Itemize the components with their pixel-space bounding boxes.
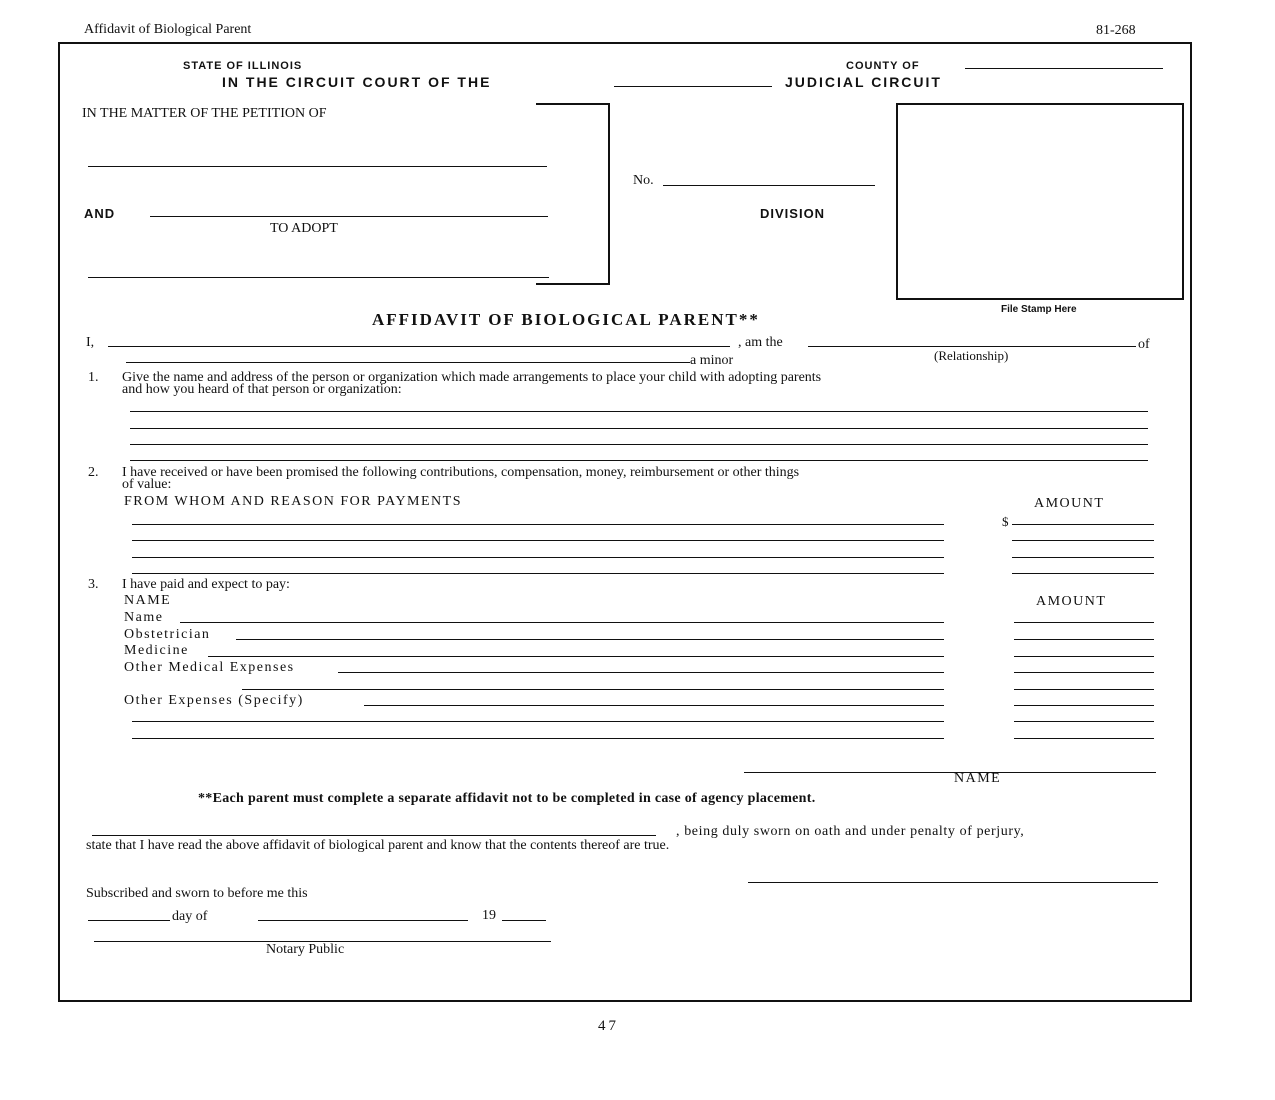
minor-name-line[interactable] — [126, 362, 690, 363]
subscribed-label: Subscribed and sworn to before me this — [86, 886, 308, 901]
other-medical-line-2[interactable] — [242, 689, 944, 690]
other-expenses-line[interactable] — [364, 705, 944, 706]
other-expenses-line-2[interactable] — [132, 721, 944, 722]
item2-from-whom-header: FROM WHOM AND REASON FOR PAYMENTS — [124, 494, 462, 509]
item2-amount-header: AMOUNT — [1034, 496, 1105, 511]
year-line[interactable] — [502, 920, 546, 921]
item3-text: I have paid and expect to pay: — [122, 577, 290, 592]
other-expenses-amount-line-2[interactable] — [1014, 721, 1154, 722]
item1-text-line1: Give the name and address of the person or organization which made arrangements to place your child with adopting parents — [122, 370, 822, 385]
expense-label-other-medical: Other Medical Expenses — [124, 660, 295, 675]
affidavit-title: AFFIDAVIT OF BIOLOGICAL PARENT** — [372, 310, 760, 329]
petitioner-line[interactable] — [88, 166, 547, 167]
intro-i-label: I, — [86, 335, 95, 350]
oath-text-line2: state that I have read the above affidavit of biological parent and know that the contents thereof are true. — [86, 838, 670, 853]
separate-affidavit-note: **Each parent must complete a separate affidavit not to be completed in case of agency placement. — [198, 791, 816, 806]
of-label: of — [1138, 337, 1150, 352]
signature-line[interactable] — [744, 772, 1156, 773]
expense-label-medicine: Medicine — [124, 643, 189, 658]
medicine-line[interactable] — [208, 656, 944, 657]
item2-amount-line[interactable] — [1012, 524, 1154, 525]
item2-payment-line[interactable] — [132, 557, 944, 558]
item1-answer-line[interactable] — [130, 428, 1148, 429]
file-stamp-label: File Stamp Here — [1001, 304, 1077, 315]
form-number: 81-268 — [1096, 23, 1136, 38]
expense-label-obstetrician: Obstetrician — [124, 627, 211, 642]
form-header-title: Affidavit of Biological Parent — [84, 22, 252, 37]
item2-number: 2. — [88, 465, 99, 480]
expense-label-other: Other Expenses (Specify) — [124, 693, 304, 708]
notary-public-label: Notary Public — [266, 942, 345, 957]
caption-bracket-side — [608, 103, 610, 284]
item2-text-line1: I have received or have been promised the following contributions, compensation, money, reimbursement or other things — [122, 465, 800, 480]
page-number: 47 — [598, 1018, 619, 1034]
item3-name-header: NAME — [124, 593, 172, 608]
oath-name-line[interactable] — [92, 835, 656, 836]
case-number-label: No. — [633, 173, 654, 188]
item1-answer-line[interactable] — [130, 444, 1148, 445]
case-number-line[interactable] — [663, 185, 875, 186]
caption-bracket-bottom — [536, 283, 610, 285]
item2-payment-line[interactable] — [132, 524, 944, 525]
item2-payment-line[interactable] — [132, 540, 944, 541]
item2-amount-line[interactable] — [1012, 557, 1154, 558]
county-label: COUNTY OF — [846, 60, 920, 72]
medicine-amount-line[interactable] — [1014, 656, 1154, 657]
expense-label-name: Name — [124, 610, 164, 625]
month-line[interactable] — [258, 920, 468, 921]
to-adopt-label: TO ADOPT — [270, 221, 338, 236]
other-expenses-amount-line[interactable] — [1014, 705, 1154, 706]
circuit-number-line[interactable] — [614, 86, 772, 87]
minor-label: a minor — [690, 353, 734, 368]
circuit-court-label: IN THE CIRCUIT COURT OF THE — [222, 74, 492, 90]
am-the-label: , am the — [738, 335, 783, 350]
other-medical-amount-line-2[interactable] — [1014, 689, 1154, 690]
file-stamp-box — [896, 103, 1184, 300]
item3-amount-header: AMOUNT — [1036, 594, 1107, 609]
affiant-name-line[interactable] — [108, 346, 730, 347]
expense-name-line[interactable] — [180, 622, 944, 623]
item2-amount-line[interactable] — [1012, 573, 1154, 574]
item3-number: 3. — [88, 577, 99, 592]
day-of-label: day of — [172, 909, 208, 924]
other-medical-amount-line[interactable] — [1014, 672, 1154, 673]
item1-answer-line[interactable] — [130, 411, 1148, 412]
division-label: DIVISION — [760, 206, 826, 221]
item2-text-line2: of value: — [122, 477, 172, 492]
item2-amount-line[interactable] — [1012, 540, 1154, 541]
item1-text-line2: and how you heard of that person or organization: — [122, 382, 402, 397]
matter-label: IN THE MATTER OF THE PETITION OF — [82, 106, 327, 121]
item2-payment-line[interactable] — [132, 573, 944, 574]
relationship-caption: (Relationship) — [934, 348, 1009, 363]
oath-text-line1: , being duly sworn on oath and under penalty of perjury, — [676, 824, 1025, 839]
and-label: AND — [84, 206, 116, 221]
relationship-line[interactable] — [808, 346, 1136, 347]
other-expenses-line-3[interactable] — [132, 738, 944, 739]
dollar-sign: $ — [1002, 514, 1009, 529]
day-line[interactable] — [88, 920, 170, 921]
year-prefix-label: 19 — [482, 908, 496, 923]
adoptee-line[interactable] — [88, 277, 549, 278]
expense-name-amount-line[interactable] — [1014, 622, 1154, 623]
other-expenses-amount-line-3[interactable] — [1014, 738, 1154, 739]
judicial-circuit-label: JUDICIAL CIRCUIT — [785, 74, 942, 90]
item1-number: 1. — [88, 370, 99, 385]
obstetrician-amount-line[interactable] — [1014, 639, 1154, 640]
affiant-signature-line[interactable] — [748, 882, 1158, 883]
county-line[interactable] — [965, 68, 1163, 69]
second-petitioner-line[interactable] — [150, 216, 548, 217]
other-medical-line[interactable] — [338, 672, 944, 673]
item1-answer-line[interactable] — [130, 460, 1148, 461]
obstetrician-line[interactable] — [236, 639, 944, 640]
state-label: STATE OF ILLINOIS — [183, 60, 303, 72]
signature-name-label: NAME — [954, 771, 1002, 786]
caption-bracket-top — [536, 103, 609, 105]
